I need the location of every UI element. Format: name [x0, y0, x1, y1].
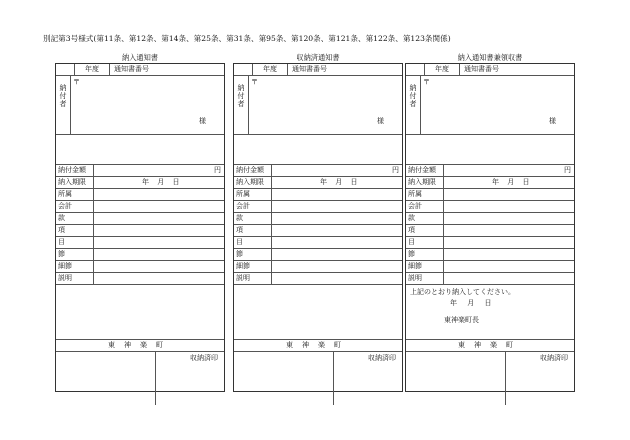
postal-mark: 〒: [423, 78, 430, 86]
setsumei-label: 説明: [234, 273, 272, 284]
account-value: [272, 201, 402, 212]
payer-label-cell: [234, 76, 249, 134]
form-title: 納入通知書兼領収書: [457, 53, 523, 62]
kan-label: 款: [234, 213, 272, 224]
notice-number-label: 通知書番号: [464, 65, 499, 73]
mayor-name: 東神楽町長: [444, 316, 479, 324]
account-value: [94, 201, 224, 212]
account-label: 会計: [56, 201, 94, 212]
amount-value: [272, 165, 402, 176]
setsumei-value: [444, 273, 574, 284]
saisetsu-row: [56, 261, 224, 273]
ko-row: [56, 225, 224, 237]
moku-label: 目: [234, 237, 272, 248]
deadline-label: 納入期限: [406, 177, 444, 188]
blank-space: [234, 135, 402, 165]
moku-value: [94, 237, 224, 248]
kan-label: 款: [56, 213, 94, 224]
bottom-area: [406, 352, 574, 405]
form-receipt-notice: [233, 53, 403, 392]
amount-row: [406, 165, 574, 177]
ko-label: 項: [234, 225, 272, 236]
ko-value: [272, 225, 402, 236]
honorific: 様: [377, 117, 384, 125]
saisetsu-row: [406, 261, 574, 273]
notice-number-label: 通知書番号: [114, 65, 149, 73]
setsu-label: 節: [56, 249, 94, 260]
blank-cell: [56, 64, 75, 75]
postal-mark: 〒: [73, 78, 80, 86]
blank-cell: [234, 64, 253, 75]
moku-value: [272, 237, 402, 248]
fiscal-year-label: 年度: [425, 64, 460, 75]
ko-label: 項: [56, 225, 94, 236]
dept-label: 所属: [406, 189, 444, 200]
header-row: [234, 64, 402, 76]
document-heading: 別記第3号様式(第11条、第12条、第14条、第25条、第31条、第95条、第120条、第121条、第122条、第123条関係): [43, 34, 451, 43]
payer-area: [421, 76, 574, 134]
free-area: [234, 285, 402, 340]
setsu-row: [56, 249, 224, 261]
form-notice-receipt: [405, 53, 575, 392]
blank-space: [56, 135, 224, 165]
amount-row: [56, 165, 224, 177]
saisetsu-value: [444, 261, 574, 272]
stamp-label: 収納済印: [368, 354, 396, 362]
account-row: [406, 201, 574, 213]
kan-value: [94, 213, 224, 224]
setsu-value: [272, 249, 402, 260]
dept-value: [272, 189, 402, 200]
bottom-left: [406, 352, 505, 405]
deadline-value: [272, 177, 402, 188]
payer-label: 納付者: [237, 84, 245, 108]
moku-label: 目: [56, 237, 94, 248]
date-placeholder: 年 月 日: [142, 178, 180, 186]
setsu-row: [234, 249, 402, 261]
yen-unit: 円: [392, 166, 399, 174]
amount-value: [94, 165, 224, 176]
saisetsu-value: [272, 261, 402, 272]
form-notice: [55, 53, 225, 392]
amount-label: 納付金額: [406, 165, 444, 176]
form-sheet: [405, 63, 575, 392]
deadline-label: 納入期限: [234, 177, 272, 188]
kan-value: [444, 213, 574, 224]
yen-unit: 円: [564, 166, 571, 174]
notice-date: 年 月 日: [450, 299, 492, 307]
account-row: [56, 201, 224, 213]
notice-number-label: 通知書番号: [292, 65, 327, 73]
header-row: [56, 64, 224, 76]
date-placeholder: 年 月 日: [320, 178, 358, 186]
payer-box: [234, 76, 402, 135]
blank-space: [406, 135, 574, 165]
setsu-value: [94, 249, 224, 260]
stamp-box: [505, 352, 574, 405]
setsu-label: 節: [234, 249, 272, 260]
kan-row: [56, 213, 224, 225]
payment-instruction: 上記のとおり納入してください。: [410, 288, 515, 296]
setsumei-row: [406, 273, 574, 285]
dept-label: 所属: [234, 189, 272, 200]
payer-label-cell: [56, 76, 71, 134]
deadline-value: [94, 177, 224, 188]
date-placeholder: 年 月 日: [492, 178, 530, 186]
deadline-row: [234, 177, 402, 189]
setsumei-row: [234, 273, 402, 285]
kan-value: [272, 213, 402, 224]
payer-label: 納付者: [409, 84, 417, 108]
saisetsu-label: 細節: [56, 261, 94, 272]
saisetsu-label: 細節: [406, 261, 444, 272]
amount-value: [444, 165, 574, 176]
moku-value: [444, 237, 574, 248]
setsumei-value: [272, 273, 402, 284]
payer-label-cell: [406, 76, 421, 134]
fiscal-year-label: 年度: [253, 64, 288, 75]
form-sheet: [233, 63, 403, 392]
saisetsu-row: [234, 261, 402, 273]
payer-area: [249, 76, 402, 134]
fiscal-year-label: 年度: [75, 64, 110, 75]
setsu-value: [444, 249, 574, 260]
stamp-label: 収納済印: [540, 354, 568, 362]
moku-row: [406, 237, 574, 249]
saisetsu-value: [94, 261, 224, 272]
account-row: [234, 201, 402, 213]
dept-row: [406, 189, 574, 201]
setsu-row: [406, 249, 574, 261]
moku-row: [56, 237, 224, 249]
setsumei-label: 説明: [406, 273, 444, 284]
amount-label: 納付金額: [234, 165, 272, 176]
bottom-area: [56, 352, 224, 405]
stamp-box: [333, 352, 402, 405]
honorific: 様: [199, 117, 206, 125]
setsumei-value: [94, 273, 224, 284]
setsu-label: 節: [406, 249, 444, 260]
dept-label: 所属: [56, 189, 94, 200]
stamp-label: 収納済印: [190, 354, 218, 362]
ko-label: 項: [406, 225, 444, 236]
ko-value: [94, 225, 224, 236]
dept-value: [94, 189, 224, 200]
town-name: 東神楽町: [56, 340, 224, 352]
blank-cell: [406, 64, 425, 75]
account-label: 会計: [406, 201, 444, 212]
deadline-row: [406, 177, 574, 189]
kan-row: [406, 213, 574, 225]
deadline-row: [56, 177, 224, 189]
yen-unit: 円: [214, 166, 221, 174]
account-label: 会計: [234, 201, 272, 212]
setsumei-label: 説明: [56, 273, 94, 284]
honorific: 様: [549, 117, 556, 125]
town-name: 東神楽町: [406, 340, 574, 352]
ko-value: [444, 225, 574, 236]
postal-mark: 〒: [251, 78, 258, 86]
form-title: 納入通知書: [122, 53, 158, 62]
payer-area: [71, 76, 224, 134]
moku-label: 目: [406, 237, 444, 248]
bottom-area: [234, 352, 402, 405]
payer-box: [56, 76, 224, 135]
deadline-value: [444, 177, 574, 188]
account-value: [444, 201, 574, 212]
amount-label: 納付金額: [56, 165, 94, 176]
moku-row: [234, 237, 402, 249]
setsumei-row: [56, 273, 224, 285]
kan-row: [234, 213, 402, 225]
bottom-left: [234, 352, 333, 405]
saisetsu-label: 細節: [234, 261, 272, 272]
dept-value: [444, 189, 574, 200]
town-name: 東神楽町: [234, 340, 402, 352]
form-sheet: [55, 63, 225, 392]
amount-row: [234, 165, 402, 177]
header-row: [406, 64, 574, 76]
notice-area: [406, 285, 574, 340]
payer-box: [406, 76, 574, 135]
payer-label: 納付者: [59, 84, 67, 108]
dept-row: [234, 189, 402, 201]
deadline-label: 納入期限: [56, 177, 94, 188]
kan-label: 款: [406, 213, 444, 224]
bottom-left: [56, 352, 155, 405]
form-title: 収納済通知書: [296, 53, 340, 62]
free-area: [56, 285, 224, 340]
stamp-box: [155, 352, 224, 405]
dept-row: [56, 189, 224, 201]
ko-row: [406, 225, 574, 237]
ko-row: [234, 225, 402, 237]
